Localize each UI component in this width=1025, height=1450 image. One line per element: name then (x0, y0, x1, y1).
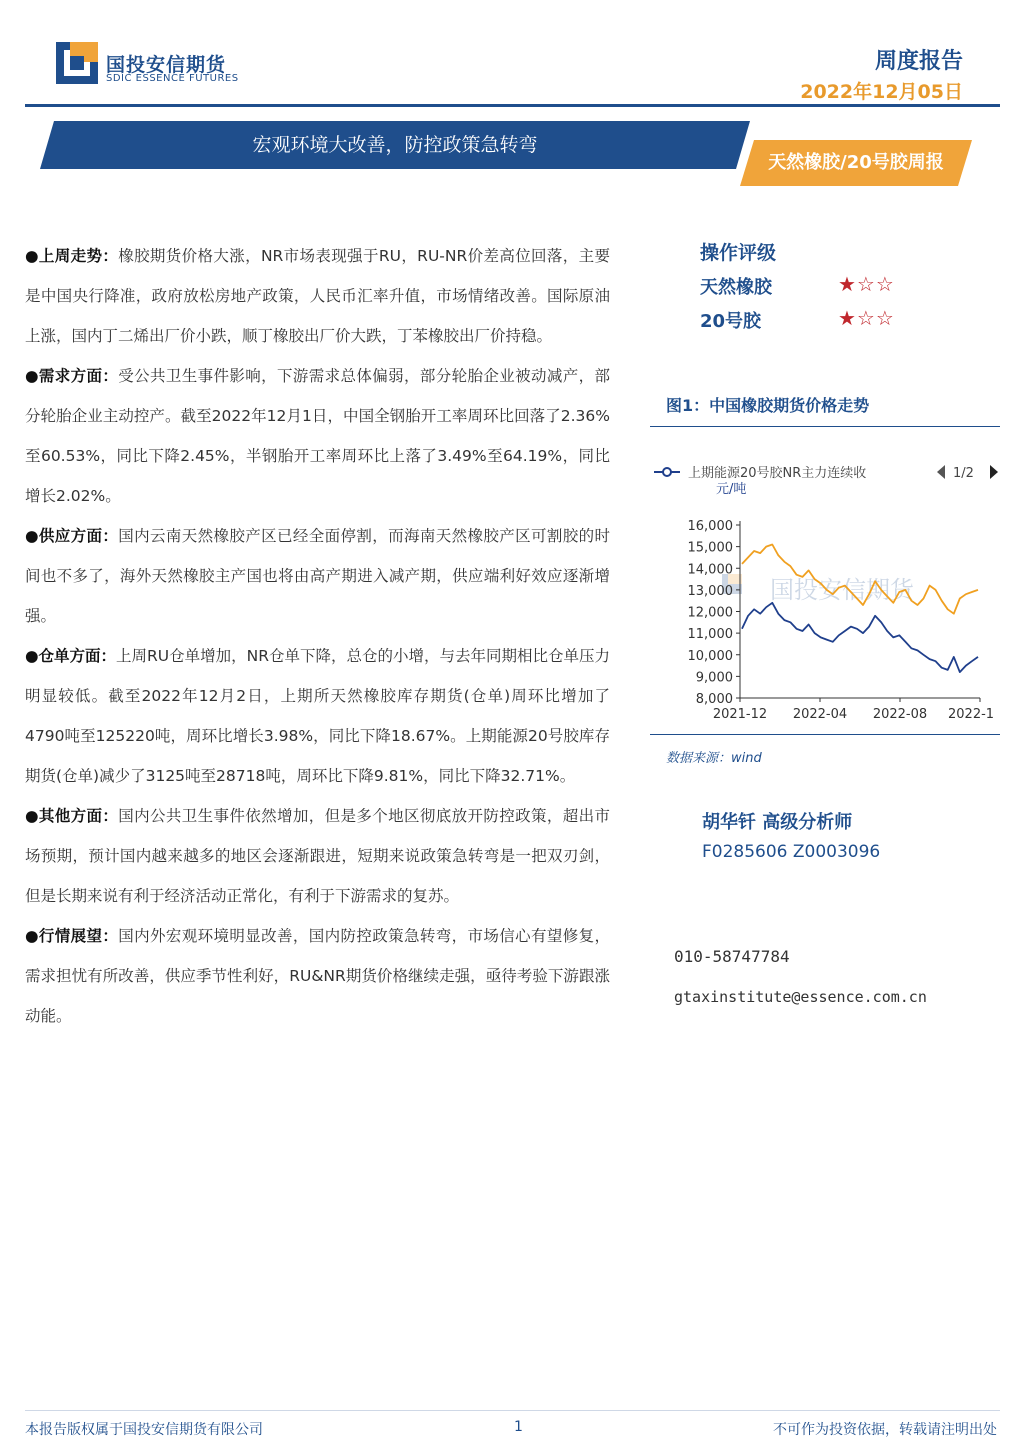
page-number: 1 (514, 1419, 523, 1435)
footer-divider (25, 1410, 1000, 1411)
report-subtitle: 天然橡胶/20号胶周报 (768, 152, 944, 173)
legend-page: 1/2 (953, 466, 974, 481)
y-tick-label: 9,000 (695, 670, 733, 686)
section-body: 国内云南天然橡胶产区已经全面停割，而海南天然橡胶产区可割胶的时间也不多了，海外天然橡胶主产国也将由高产期进入减产期，供应端利好效应逐渐增强。 (25, 527, 610, 625)
x-tick-label: 2021-12 (712, 707, 768, 722)
y-tick-label: 13,000 (687, 583, 733, 599)
section-heading: ●供应方面： (25, 527, 119, 545)
contact-email[interactable]: gtaxinstitute@essence.com.cn (674, 988, 927, 1006)
y-tick-label: 15,000 (687, 540, 733, 556)
section-heading: ●需求方面： (25, 367, 119, 385)
section-other (25, 796, 610, 916)
section-body: 国内外宏观环境明显改善，国内防控政策急转弯，市场信心有望修复，需求担忧有所改善，供应季节性利好，RU&NR期货价格继续走强，亟待考验下游跟涨动能。 (25, 927, 610, 1025)
rating-stars-nr: ★☆☆ (838, 272, 895, 296)
data-source: 数据来源：wind (666, 751, 762, 766)
rating-stars-20: ★☆☆ (838, 306, 895, 330)
report-type: 周度报告 (874, 49, 963, 74)
main-content (25, 236, 610, 1036)
logo-english-name: SDIC ESSENCE FUTURES (106, 73, 239, 84)
section-heading: ●仓单方面： (25, 647, 117, 665)
rating-name-20: 20号胶 (700, 311, 762, 332)
section-body: 橡胶期货价格大涨，NR市场表现强于RU，RU-NR价差高位回落，主要是中国央行降准，政府放松房地产政策，人民币汇率升值，市场情绪改善。国际原油上涨，国内丁二烯出厂价小跌，顺丁橡胶出厂价大跌，丁苯橡胶出厂价持稳。 (25, 247, 610, 345)
section-demand (25, 356, 610, 516)
x-tick-label: 2022-1 (948, 707, 995, 722)
series-line-nr (742, 603, 978, 672)
price-chart (650, 452, 1000, 728)
x-tick-label: 2022-08 (872, 707, 928, 722)
figure-divider-bottom (650, 734, 1000, 735)
section-body: 国内公共卫生事件依然增加，但是多个地区彻底放开防控政策，超出市场预期，预计国内越来越多的地区会逐渐跟进，短期来说政策急转弯是一把双刃剑，但是长期来说有利于经济活动正常化，有利于下游需求的复苏。 (25, 807, 610, 905)
watermark-text: 国投安信期货 (770, 576, 914, 604)
rating-title: 操作评级 (700, 242, 777, 264)
section-heading: ●行情展望： (25, 927, 119, 945)
y-tick-label: 14,000 (687, 562, 733, 578)
rating-name-nr: 天然橡胶 (700, 277, 772, 298)
section-warehouse (25, 636, 610, 796)
figure-title: 图1：中国橡胶期货价格走势 (666, 396, 870, 415)
y-tick-label: 8,000 (695, 692, 733, 707)
section-body: 上周RU仓单增加，NR仓单下降，总仓的小增，与去年同期相比仓单压力明显较低。截至2022年12月2日，上期所天然橡胶库存期货(仓单)周环比增加了4790吨至125220吨，周环比增长3.98%，同比下降18.67%。上期能源20号胶库存期货(仓单)减少了3125吨至28718吨，周环比下降9.81%，同比下降32.71%。 (25, 647, 611, 785)
y-tick-label: 16,000 (687, 519, 733, 534)
figure-divider-top (650, 426, 1000, 427)
chart-lines (742, 545, 978, 673)
analyst-license: F0285606 Z0003096 (702, 842, 881, 862)
logo-name: 国投安信期货 (106, 54, 227, 76)
analyst-name: 胡华钎 高级分析师 (702, 812, 853, 833)
section-heading: ●其他方面： (25, 807, 119, 825)
report-date: 2022年12月05日 (800, 81, 963, 103)
legend-marker-icon (663, 468, 671, 476)
contact-phone: 010-58747784 (674, 947, 790, 966)
legend-prev-icon[interactable] (937, 465, 945, 479)
y-tick-label: 10,000 (687, 648, 733, 664)
y-tick-label: 11,000 (687, 627, 733, 643)
section-supply (25, 516, 610, 636)
x-tick-label: 2022-04 (792, 707, 848, 722)
section-body: 受公共卫生事件影响，下游需求总体偏弱，部分轮胎企业被动减产，部分轮胎企业主动控产。截至2022年12月1日，中国全钢胎开工率周环比回落了2.36%至60.53%，同比下降2.45%，半钢胎开工率周环比上落了3.49%至64.19%，同比增长2.02%。 (25, 367, 610, 505)
y-axis-label: 元/吨 (716, 482, 747, 497)
watermark (722, 574, 916, 604)
footer-disclaimer: 不可作为投资依据，转载请注明出处 (773, 1422, 997, 1438)
legend-next-icon[interactable] (990, 465, 998, 479)
legend-label: 上期能源20号胶NR主力连续收 (688, 466, 867, 481)
section-last-week (25, 236, 610, 356)
section-heading: ●上周走势： (25, 247, 119, 265)
footer-copyright: 本报告版权属于国投安信期货有限公司 (25, 1422, 263, 1438)
header-divider (25, 104, 1000, 107)
chart-axes (688, 519, 995, 722)
report-title: 宏观环境大改善，防控政策急转弯 (252, 134, 538, 156)
section-outlook (25, 916, 610, 1036)
chart-legend (654, 465, 998, 481)
y-tick-label: 12,000 (687, 605, 733, 621)
logo-icon (56, 42, 98, 84)
